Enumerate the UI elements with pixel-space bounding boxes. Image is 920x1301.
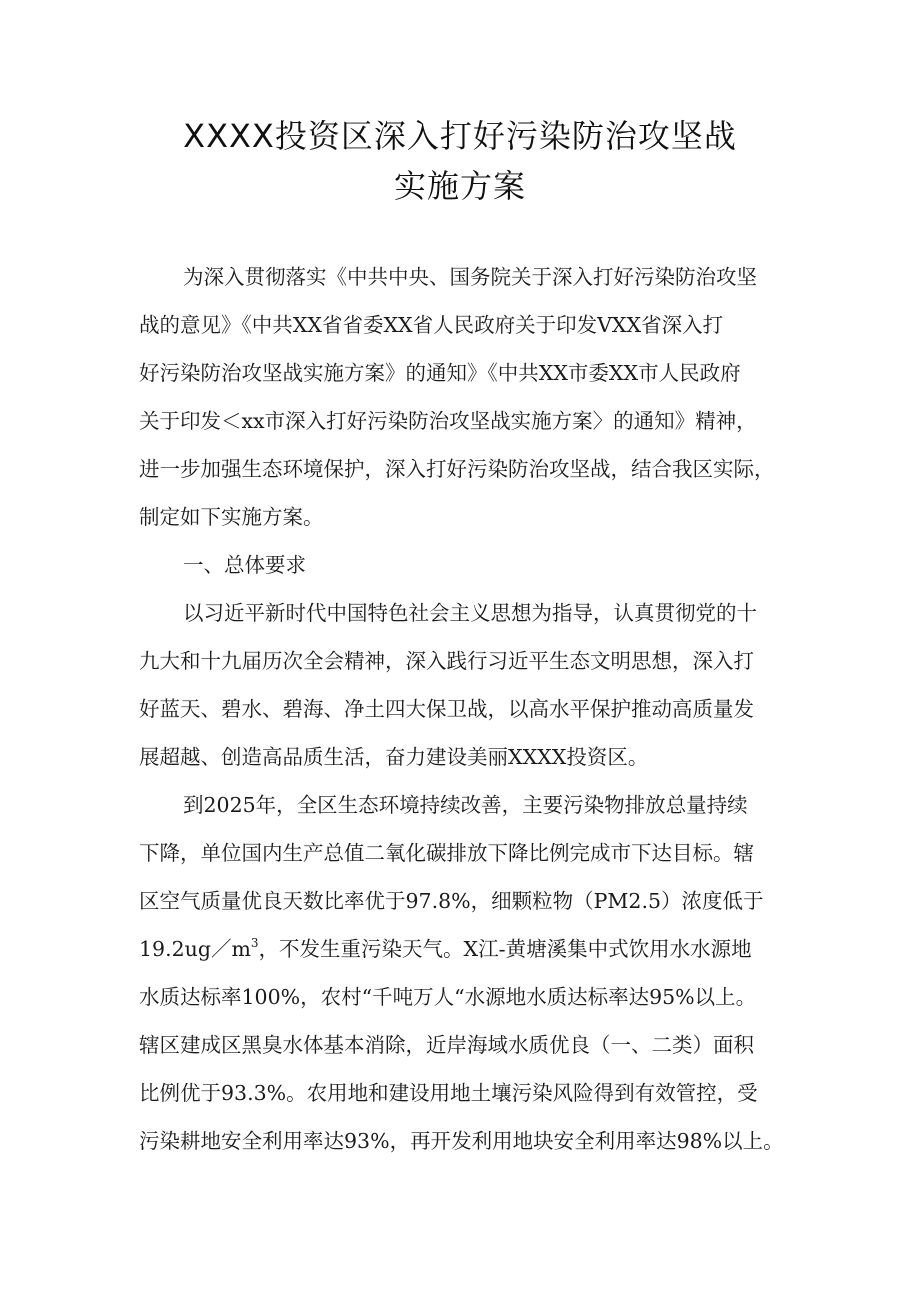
section-heading: 一、总体要求 <box>183 553 306 577</box>
paragraph-1-line: 战的意见》《中共XX省省委XX省人民政府关于印发VXX省深入打 <box>139 313 724 337</box>
paragraph-2-line: 展超越、创造高品质生活，奋力建设美丽XXXX投资区。 <box>139 745 649 769</box>
paragraph-3-line <box>139 930 752 968</box>
paragraph-3-line: 比例优于93.3%。农用地和建设用地土壤污染风险得到有效管控，受 <box>139 1081 758 1105</box>
document-title-line-2: 实施方案 <box>393 167 526 205</box>
paragraph-3-line: 下降，单位国内生产总值二氧化碳排放下降比例完成市下达目标。辖 <box>139 841 754 865</box>
document-title-line-1: XXXX投资区深入打好污染防治攻坚战 <box>183 117 737 155</box>
paragraph-3-line: 区空气质量优良天数比率优于97.8%，细颗粒物（PM2.5）浓度低于 <box>139 889 764 913</box>
paragraph-1-line: 制定如下实施方案。 <box>139 505 324 529</box>
paragraph-2-line: 以习近平新时代中国特色社会主义思想为指导，认真贯彻党的十 <box>183 601 757 625</box>
paragraph-3-line: 辖区建成区黑臭水体基本消除，近岸海域水质优良（一、二类）面积 <box>139 1033 754 1057</box>
unit-exponent: 3 <box>250 936 259 950</box>
paragraph-1-line: 好污染防治攻坚战实施方案》的通知》《中共XX市委XX市人民政府 <box>139 361 741 385</box>
paragraph-2-line: 好蓝天、碧水、碧海、净土四大保卫战，以高水平保护推动高质量发 <box>139 697 754 721</box>
paragraph-3-line: 污染耕地安全利用率达93%，再开发利用地块安全利用率达98%以上。 <box>139 1129 784 1153</box>
paragraph-2-line: 九大和十九届历次全会精神，深入践行习近平生态文明思想，深入打 <box>139 649 754 673</box>
paragraph-1-line: 关于印发＜xx市深入打好污染防治攻坚战实施方案〉的通知》精神， <box>139 409 757 433</box>
paragraph-3-line: 水质达标率100%，农村“千吨万人“水源地水质达标率达95%以上。 <box>139 985 757 1009</box>
paragraph-1-line: 为深入贯彻落实《中共中央、国务院关于深入打好污染防治攻坚 <box>183 265 757 289</box>
paragraph-3-line-rest: ，不发生重污染天气。X江-黄塘溪集中式饮用水水源地 <box>258 937 752 961</box>
concentration-unit: 19.2ug／m <box>139 937 251 961</box>
paragraph-1-line: 进一步加强生态环境保护，深入打好污染防治攻坚战，结合我区实际， <box>139 457 775 481</box>
paragraph-3-line: 到2025年，全区生态环境持续改善，主要污染物排放总量持续 <box>183 793 748 817</box>
